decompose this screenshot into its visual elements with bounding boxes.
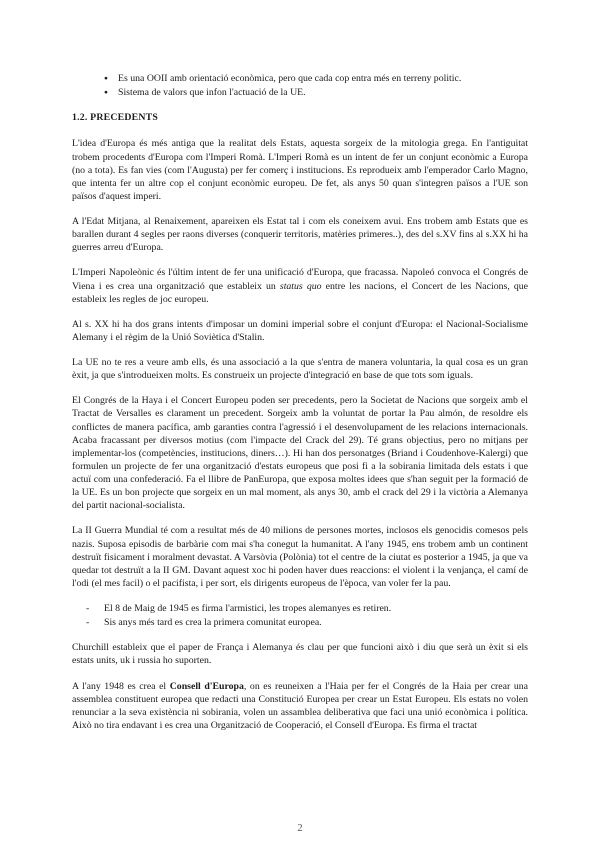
paragraph: [72, 356, 528, 382]
text-run: L'idea d'Europa és més antiga que la realitat dels Estats, aquesta sorgeix de la mitologia grega. En l'antiguitat trobem procedents d'Europa com l'Imperi Romà. L'Imperi Romà es un intent de fer un conjunt econòmic a Europa (no a tota). Es fan vies (com l'Augusta) per fer comerç i institucions. Es reprodueix amb l'emperador Carlo Magno, que intenta fer un altre cop el conjunt econòmic europeu. De fet, als anys 50 quan s'integren països a l'UE son països d'aquest imperi.: [72, 138, 528, 202]
list-item: [72, 86, 528, 99]
list-item-text: Sistema de valors que infon l'actuació de la UE.: [118, 87, 306, 99]
text-run: Consell d'Europa: [169, 680, 244, 692]
text-run: A l'any 1948 es crea el: [72, 680, 170, 692]
bullet-list: [72, 72, 528, 99]
paragraph: [72, 318, 528, 344]
text-run: L'Imperi Napoleònic és l'últim intent de fer una unificació d'Europa, que fracassa. Napoleó convoca el Congrés de Viena i es crea una organització que estableix un: [72, 267, 528, 292]
paragraph: [72, 641, 528, 667]
list-item: [72, 616, 528, 629]
list-item: [72, 72, 528, 85]
page-content: [72, 72, 528, 732]
text-run: Al s. XX hi ha dos grans intents d'imposar un domini imperial sobre el conjunt d'Europa: el Nacional-Socialisme Alemany i el règim de la Unió Soviètica d'Stalin.: [72, 318, 528, 343]
text-run: A l'Edat Mitjana, al Renaixement, apareixen els Estat tal i com els coneixem avui. Ens trobem amb Estats que es barallen durant 4 segles per raons diverses (conquerir territoris, matèries primeres..), des del s.XV fins al s.XX hi ha guerres arreu d'Europa.: [72, 216, 528, 254]
page-number: 2: [297, 823, 303, 834]
text-run: Churchill estableix que el paper de França i Alemanya és clau per que funcioni això i diu que serà un èxit si els estats units, uk i russia ho suporten.: [72, 642, 528, 667]
text-run: El Congrés de la Haya i el Concert Europeu poden ser precedents, pero la Societat de Nacions que sorgeix amb el Tractat de Versalles es clarament un precedent. Sorgeix amb la voluntat de portar la Pau almón, de resoldre els conflictes de manera pacífica, amb garanties contra l'agressió i el desenvolupament de les relacions internacionals. Acaba fracassant per diversos motius (com l'impacte del Crack del 29). Té grans objectius, pero no mitjans per implementar-los (competències, institucions, diners…). Hi han dos personatges (Briand i Coudenhove-Kalergi) que formulen un projecte de fer una organització d'estats europeus que posi fi a la sobirania limitada dels estats i que actuï com una confederació. Fa el llibre de PanEuropa, que exposa moltes idees que s'han seguit per la formació de la UE. Es un bon projecte que sorgeix en un mal moment, als anys 30, amb el crack del 29 i la victòria a Alemanya del partit nacional-socialista.: [72, 395, 528, 512]
paragraph: [72, 266, 528, 305]
paragraph: [72, 524, 528, 590]
list-item-text: El 8 de Maig de 1945 es firma l'armistici, les tropes alemanyes es retiren.: [104, 603, 392, 614]
text-run: La II Guerra Mundial té com a resultat més de 40 milions de persones mortes, inclosos els genocidis comesos pels nazis. Suposa episodis de barbàrie com mai s'ha conegut la humanitat. A l'any 1945, ens trobem amb un continent destruït fisicament i moralment devastat. A Varsòvia (Polònia) tot el centre de la ciutat es posterior a 1945, ja que va quedar tot destruït a la II GM. Davant aquest xoc hi poden haver dues reaccions: el violent i la venjança, el camí de l'odi (el mes facil) o el pacifista, i per sort, els dirigents europeus de l'època, van voler fer la pau.: [72, 525, 528, 589]
dash-icon: -: [86, 603, 90, 614]
text-run: entre les nacions, el Concert de les Nacions, que estableix les regles de joc europeu.: [72, 280, 529, 305]
bullet-icon: ●: [104, 89, 108, 97]
list-item-text: Sis anys més tard es crea la primera comunitat europea.: [104, 617, 322, 629]
section-heading: 1.2. PRECEDENTS: [72, 112, 159, 124]
text-run: status quo: [279, 280, 322, 292]
paragraph: [72, 137, 528, 203]
paragraph: [72, 215, 528, 254]
list-item-text: Es una OOII amb orientació econòmica, pero que cada cop entra més en terreny politic.: [118, 73, 462, 84]
paragraph: [72, 680, 528, 733]
dash-icon: -: [86, 617, 90, 629]
list-item: [72, 602, 528, 615]
bullet-icon: ●: [104, 75, 108, 82]
paragraph: [72, 394, 528, 512]
dash-list: [72, 602, 528, 629]
text-run: , on es reuneixen a l'Haia per fer el Congrés de la Haia per crear una assemblea constituent europea que redacti una Constitució Europea per crear un Estat Europeu. Els estats no volen renunciar a la seva existència ni sobirania, volen un assamblea deliberativa que faci una unió econòmica i política. Això no tira endavant i es crea una Organització de Cooperació, el Consell d'Europa. Es firma el tractat: [72, 680, 528, 731]
text-run: La UE no te res a veure amb ells, és una associació a la que s'entra de manera voluntaria, la qual cosa es un gran èxit, ja que s'introdueixen molts. Es construeix un projecte d'integració en base de que tots som iguals.: [72, 357, 528, 382]
